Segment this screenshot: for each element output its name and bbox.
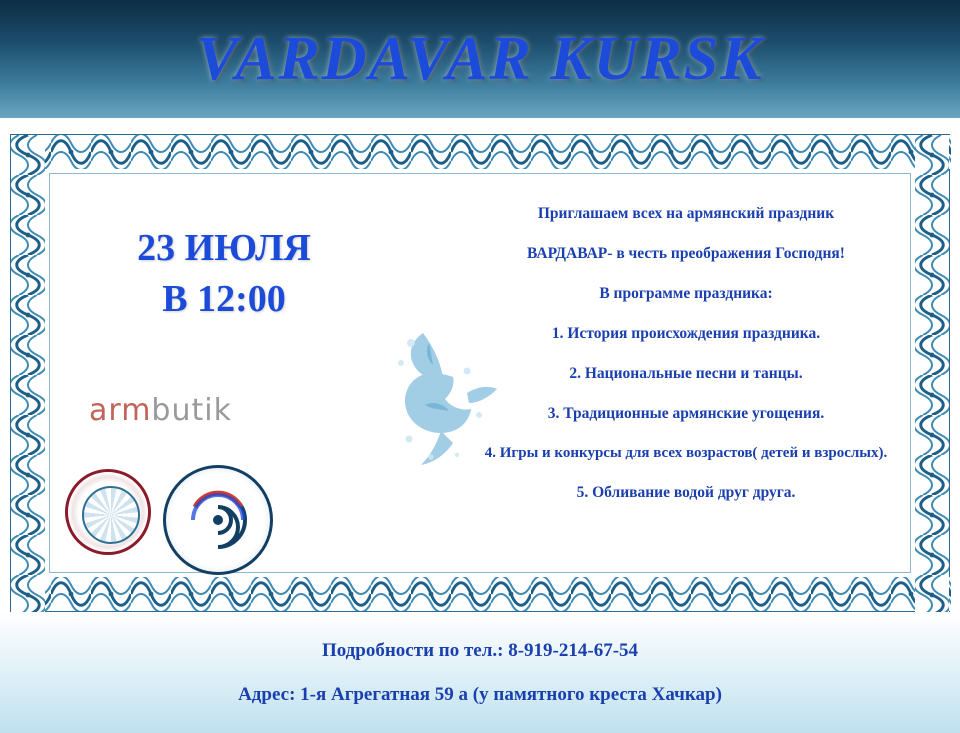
- program-item-1: 1. История происхождения праздника.: [551, 325, 821, 342]
- program-item-4: 4. Игры и конкурсы для всех возрастов( детей и взрослых).: [484, 445, 888, 461]
- poster-content: [51, 175, 911, 573]
- ornament-top-border: [11, 135, 951, 169]
- event-date-line-1: 23 ИЮЛЯ: [137, 227, 311, 269]
- program-heading: В программе праздника:: [599, 285, 773, 302]
- footer-address: Адрес: 1-я Агрегатная 59 а (у памятного креста Хачкар): [238, 683, 722, 705]
- program-intro-line-2: ВАРДАВАР- в честь преображения Господня!: [527, 245, 845, 262]
- program-item-2: 2. Национальные песни и танцы.: [569, 365, 803, 382]
- armbutik-logo-part-1: arm: [89, 393, 152, 428]
- union-of-armenians-of-russia-emblem: [65, 469, 151, 555]
- program-item-3: 3. Традиционные армянские угощения.: [547, 405, 825, 422]
- event-date-line-2: В 12:00: [162, 278, 286, 321]
- program-block: [451, 205, 921, 524]
- program-item-5: 5. Обливание водой друг друга.: [576, 484, 796, 501]
- event-date: [79, 223, 369, 326]
- footer-phone: Подробности по тел.: 8-919-214-67-54: [321, 639, 639, 661]
- header-gap: [0, 118, 960, 134]
- program-intro-line-1: Приглашаем всех на армянский праздник: [537, 205, 835, 222]
- kursk-armenian-youth-association-emblem: [163, 465, 273, 575]
- header-band: [0, 0, 960, 118]
- ornament-left-border: [11, 135, 45, 613]
- ornament-frame: [10, 134, 950, 612]
- armbutik-logo-part-2: butik: [151, 393, 232, 428]
- footer-contact-band: [0, 612, 960, 733]
- page-title: VARDAVAR KURSK: [196, 24, 764, 93]
- armbutik-logo: [89, 393, 232, 428]
- emblems-group: [59, 465, 309, 565]
- ornament-bottom-border: [11, 577, 951, 611]
